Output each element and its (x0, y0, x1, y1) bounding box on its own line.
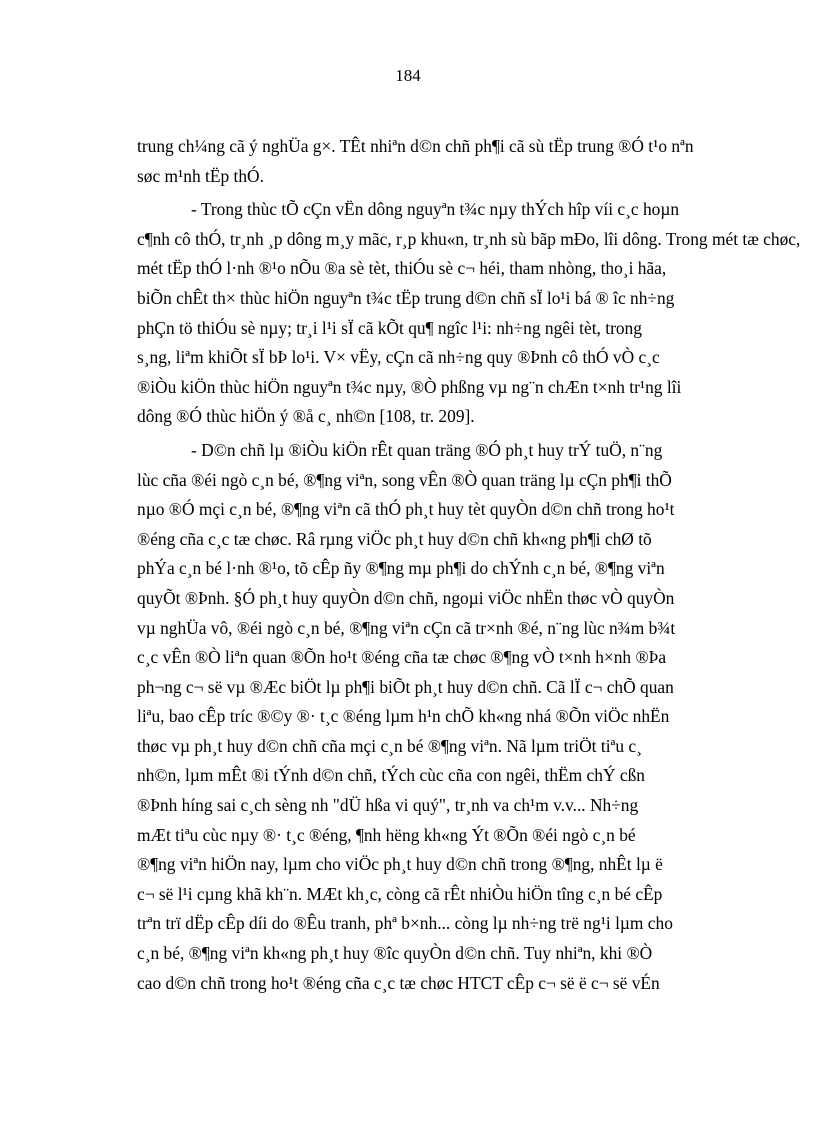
text-line: trung ch¼ng cã ý nghÜa g×. TÊt nhiªn d©n chñ ph¶i cã sù tËp trung ®Ó t¹o nªn (137, 136, 694, 156)
text-line: - Trong thùc tÕ cÇn vËn dông nguyªn t¾c nµy thÝch hîp víi c¸c hoµn (191, 199, 680, 220)
paragraph-3 (137, 436, 766, 998)
text-line: nµo ®Ó mçi c¸n bé, ®¶ng viªn cã thÓ ph¸t huy tèt quyÒn d©n chñ trong ho¹t (137, 499, 675, 520)
text-line: vµ nghÜa vô, ®éi ngò c¸n bé, ®¶ng viªn cÇn cã tr×nh ®é, n¨ng lùc n¾m b¾t (137, 617, 676, 638)
text-line: cao d©n chñ trong ho¹t ®éng cña c¸c tæ chøc HTCT cÊp c¬ së ë c¬ së vÉn (137, 972, 660, 993)
text-line: mÆt tiªu cùc nµy ®· t¸c ®éng, ¶nh hëng kh«ng Ýt ®Õn ®éi ngò c¸n bé (137, 824, 636, 845)
body-text (137, 132, 801, 1002)
text-line: phÇn tö thiÓu sè nµy; tr¸i l¹i sÏ cã kÕt qu¶ ngîc l¹i: nh÷ng ngêi tèt, trong (137, 317, 642, 338)
text-line: phÝa c¸n bé l·nh ®¹o, tõ cÊp ñy ®¶ng mµ ph¶i do chÝnh c¸n bé, ®¶ng viªn (137, 558, 665, 579)
paragraph-1 (137, 132, 766, 191)
text-line: ®iÒu kiÖn thùc hiÖn nguyªn t¾c nµy, ®Ò phßng vµ ng¨n chÆn t×nh tr¹ng lîi (137, 376, 682, 397)
text-line: thøc vµ ph¸t huy d©n chñ cña mçi c¸n bé ®¶ng viªn. Nã lµm triÖt tiªu c¸ (137, 735, 642, 756)
text-line: quyÕt ®Þnh. §Ó ph¸t huy quyÒn d©n chñ, ngoµi viÖc nhËn thøc vÒ quyÒn (137, 587, 675, 608)
text-line: - D©n chñ lµ ®iÒu kiÖn rÊt quan träng ®Ó ph¸t huy trÝ tuÖ, n¨ng (191, 439, 663, 460)
text-line: biÕn chÊt th× thùc hiÖn nguyªn t¾c tËp trung d©n chñ sÏ lo¹i bá ® îc nh÷ng (137, 287, 675, 308)
text-line: nh©n, lµm mÊt ®i tÝnh d©n chñ, tÝch cùc cña con ngêi, thËm chÝ cßn (137, 765, 645, 786)
text-line: liªu, bao cÊp tríc ®©y ®· t¸c ®éng lµm h¹n chÕ kh«ng nhá ®Õn viÖc nhËn (137, 706, 670, 727)
text-line: c¸c vÊn ®Ò liªn quan ®Õn ho¹t ®éng cña tæ chøc ®¶ng vÒ t×nh h×nh ®Þa (137, 647, 667, 668)
text-line: ph¬ng c¬ së vµ ®Æc biÖt lµ ph¶i biÕt ph¸t huy d©n chñ. Cã lÏ c¬ chÕ quan (137, 676, 674, 697)
text-line: c¸n bé, ®¶ng viªn kh«ng ph¸t huy ®îc quyÒn d©n chñ. Tuy nhiªn, khi ®Ò (137, 943, 653, 964)
text-line: lùc cña ®éi ngò c¸n bé, ®¶ng viªn, song vÊn ®Ò quan träng lµ cÇn ph¶i thÕ (137, 469, 672, 490)
text-line: s¸ng, liªm khiÕt sÏ bÞ lo¹i. V× vËy, cÇn cã nh÷ng quy ®Þnh cô thÓ vÒ c¸c (137, 347, 660, 368)
text-line: ®Þnh híng sai c¸ch sèng nh "dÜ hßa vi quý", tr¸nh va ch¹m v.v... Nh÷ng (137, 795, 639, 816)
text-line: søc m¹nh tËp thÓ. (137, 165, 264, 186)
text-line: c¬ së l¹i cµng khã kh¨n. MÆt kh¸c, còng cã rÊt nhiÒu hiÖn tîng c¸n bé cÊp (137, 883, 663, 904)
text-line: ®¶ng viªn hiÖn nay, lµm cho viÖc ph¸t huy d©n chñ trong ®¶ng, nhÊt lµ ë (137, 854, 663, 875)
text-line: mét tËp thÓ l·nh ®¹o nÕu ®a sè tèt, thiÓu sè c¬ héi, tham nhòng, tho¸i hãa, (137, 258, 667, 279)
text-line: ®éng cña c¸c tæ chøc. Râ rµng viÖc ph¸t huy d©n chñ kh«ng ph¶i chØ tõ (137, 528, 652, 549)
text-line: c¶nh cô thÓ, tr¸nh ¸p dông m¸y mãc, r¸p khu«n, tr¸nh sù bãp mÐo, lîi dông. Trong mét tæ chøc, (137, 228, 801, 249)
paragraph-2 (137, 195, 801, 432)
text-line: dông ®Ó thùc hiÖn ý ®å c¸ nh©n [108, tr. 209]. (137, 406, 475, 427)
text-line: trªn trï dËp cÊp díi do ®Êu tranh, phª b×nh... còng lµ nh÷ng trë ng¹i lµm cho (137, 913, 673, 934)
page-number: 184 (395, 66, 421, 85)
